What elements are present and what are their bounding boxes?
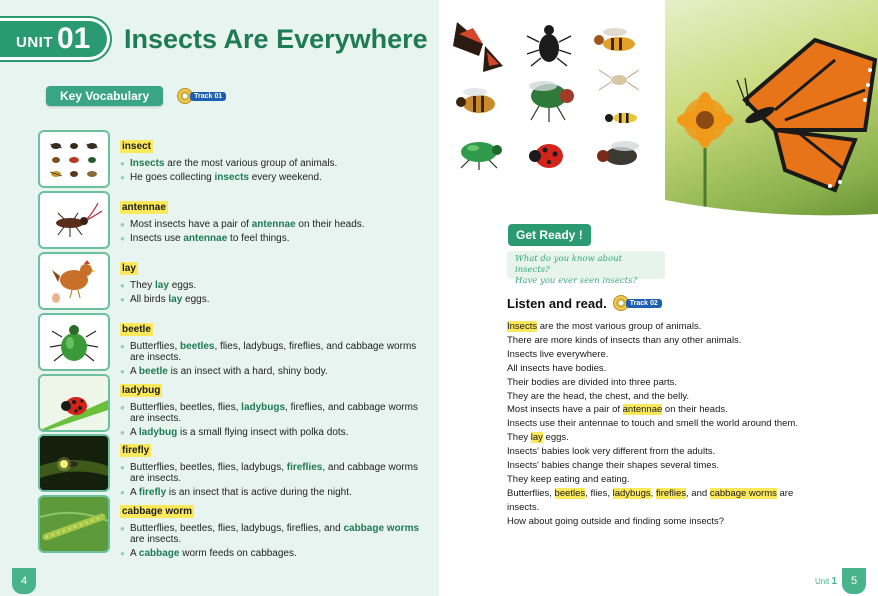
photo-area bbox=[439, 0, 878, 230]
track-02-button[interactable] bbox=[613, 295, 662, 311]
vocab-word: insect bbox=[122, 141, 151, 152]
example-sentence: ● He goes collecting insects every weekend. bbox=[120, 172, 420, 183]
beetle-icon bbox=[38, 313, 110, 371]
example-sentence: ● Butterflies, beetles, flies, ladybugs, fireflies, and cabbage worms are insects. bbox=[120, 523, 420, 545]
vocab-word: beetle bbox=[122, 324, 151, 335]
reading-line: Insects' babies change their shapes several times. bbox=[507, 460, 719, 472]
track-01-label: Track 01 bbox=[190, 92, 226, 101]
vocab-item-firefly bbox=[38, 434, 428, 498]
reading-line: How about going outside and finding some insects? bbox=[507, 515, 725, 527]
firefly-icon bbox=[38, 434, 110, 492]
reading-line: Insects are the most various group of animals. bbox=[507, 321, 702, 332]
track-02-label: Track 02 bbox=[626, 299, 662, 308]
key-vocabulary-label: Key Vocabulary bbox=[46, 86, 163, 106]
track-01-button[interactable] bbox=[177, 88, 226, 104]
vocab-item-insect bbox=[38, 130, 428, 188]
example-sentence: ● Butterflies, beetles, flies, ladybugs, fireflies, and cabbage worms are insects. bbox=[120, 462, 420, 484]
example-sentence: ● A beetle is an insect with a hard, shiny body. bbox=[120, 366, 420, 377]
vocab-item-antennae bbox=[38, 191, 428, 249]
white-wave-divider bbox=[439, 0, 878, 230]
reading-line: Insects live everywhere. bbox=[507, 348, 609, 360]
vocab-word: firefly bbox=[122, 445, 150, 456]
ladybug-icon bbox=[38, 374, 110, 432]
antennae-insect-icon bbox=[38, 191, 110, 249]
unit-footer-label: Unit 1 bbox=[815, 576, 838, 587]
example-sentence: ● Butterflies, beetles, flies, ladybugs, fireflies, and cabbage worms are insects. bbox=[120, 402, 420, 424]
unit-badge bbox=[0, 18, 110, 60]
vocab-item-lay bbox=[38, 252, 428, 310]
listen-and-read-title: Listen and read. bbox=[507, 295, 607, 311]
page-number-left: 4 bbox=[12, 568, 36, 594]
example-sentence: ● A firefly is an insect that is active during the night. bbox=[120, 487, 420, 498]
warmup-questions bbox=[507, 251, 665, 286]
vocab-word: ladybug bbox=[122, 385, 161, 396]
reading-line: Butterflies, beetles, flies, ladybugs, fireflies, and cabbage worms are insects. bbox=[507, 487, 794, 513]
example-sentence: ● A cabbage worm feeds on cabbages. bbox=[120, 548, 420, 559]
reading-line: There are more kinds of insects than any other animals. bbox=[507, 334, 742, 346]
vocab-item-beetle bbox=[38, 313, 428, 377]
warmup-question-1: What do you know about insects? bbox=[515, 254, 622, 275]
example-sentence: ● Insects are the most various group of animals. bbox=[120, 158, 420, 169]
example-sentence: ● Insects use antennae to feel things. bbox=[120, 233, 420, 244]
example-sentence: ● Butterflies, beetles, flies, ladybugs, fireflies, and cabbage worms are insects. bbox=[120, 341, 420, 363]
reading-line: Insects use their antennae to touch and smell the world around them. bbox=[507, 418, 798, 430]
vocab-word: cabbage worm bbox=[122, 506, 193, 517]
unit-number: 01 bbox=[57, 22, 91, 55]
key-vocabulary-header bbox=[46, 86, 226, 106]
example-sentence: ● Most insects have a pair of antennae on their heads. bbox=[120, 219, 420, 230]
page-number-right: 5 bbox=[842, 568, 866, 594]
unit-word: UNIT bbox=[16, 33, 53, 51]
vocab-word: antennae bbox=[122, 202, 166, 213]
hen-with-egg-icon bbox=[38, 252, 110, 310]
reading-line: All insects have bodies. bbox=[507, 362, 607, 374]
example-sentence: ● They lay eggs. bbox=[120, 280, 420, 291]
insects-collage-icon bbox=[38, 130, 110, 188]
right-page bbox=[439, 0, 878, 596]
cabbage-worm-icon bbox=[38, 495, 110, 553]
reading-line: Most insects have a pair of antennae on their heads. bbox=[507, 404, 728, 416]
vocab-word: lay bbox=[122, 263, 136, 274]
reading-line: Their bodies are divided into three parts. bbox=[507, 376, 678, 388]
reading-line: They keep eating and eating. bbox=[507, 473, 630, 485]
listen-and-read-header bbox=[507, 295, 662, 311]
example-sentence: ● All birds lay eggs. bbox=[120, 294, 420, 305]
vocab-item-ladybug bbox=[38, 374, 428, 438]
reading-line: They are the head, the chest, and the belly. bbox=[507, 390, 690, 402]
reading-line: Insects' babies look very different from the adults. bbox=[507, 446, 716, 458]
warmup-question-2: Have you ever seen insects? bbox=[515, 276, 638, 286]
reading-passage bbox=[507, 320, 807, 529]
reading-line: They lay eggs. bbox=[507, 432, 569, 444]
get-ready-label: Get Ready ! bbox=[508, 224, 591, 246]
vocab-item-cabbage-worm bbox=[38, 495, 428, 559]
page-title: Insects Are Everywhere bbox=[124, 24, 428, 54]
example-sentence: ● A ladybug is a small flying insect with polka dots. bbox=[120, 427, 420, 438]
